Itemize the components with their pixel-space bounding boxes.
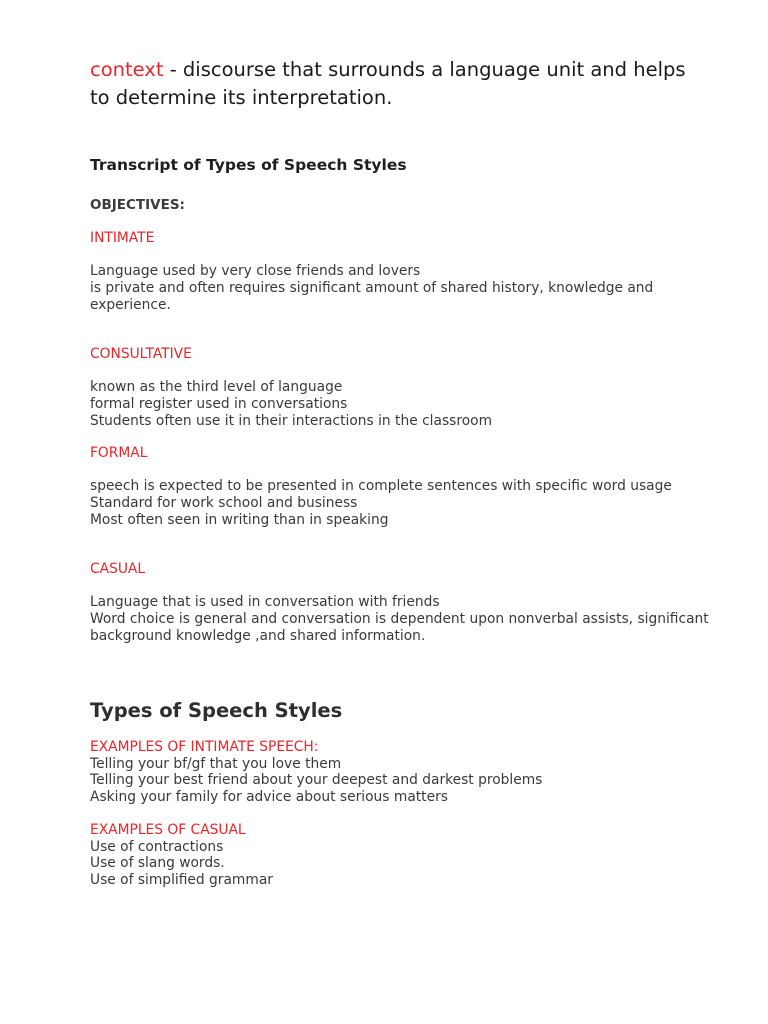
objectives-label: OBJECTIVES: [90,197,185,213]
section-line: Language used by very close friends and lovers [90,263,421,280]
example-line: Telling your bf/gf that you love them [90,755,342,772]
section-line: speech is expected to be presented in complete sentences with specific word usage [90,478,672,495]
section-heading: FORMAL [90,445,148,461]
section-line: Students often use it in their interactions in the classroom [90,412,493,429]
section-line: Word choice is general and conversation is dependent upon nonverbal assists, significant background knowledge ,and shared information. [90,611,709,644]
section-line: Standard for work school and business [90,495,358,512]
examples-heading: EXAMPLES OF INTIMATE SPEECH: [90,739,319,755]
section-consultative [90,346,710,430]
types-title: Types of Speech Styles [90,699,343,722]
section-line: Language that is used in conversation with friends [90,594,440,611]
examples-intimate [90,739,710,806]
transcript-title: Transcript of Types of Speech Styles [90,156,407,174]
section-line: is private and often requires significant amount of shared history, knowledge and experience. [90,280,654,313]
examples-casual [90,822,710,889]
section-line: formal register used in conversations [90,396,348,413]
section-formal [90,445,710,529]
section-heading: INTIMATE [90,230,155,246]
context-definition [90,56,710,112]
example-line: Use of simplified grammar [90,872,273,889]
example-line: Telling your best friend about your deepest and darkest problems [90,772,543,789]
definition-term: context [90,58,164,81]
examples-heading: EXAMPLES OF CASUAL [90,822,246,838]
section-line: Most often seen in writing than in speaking [90,511,389,528]
example-line: Use of slang words. [90,855,225,872]
section-casual [90,561,710,645]
example-line: Asking your family for advice about serious matters [90,789,448,806]
section-intimate [90,230,710,314]
section-heading: CONSULTATIVE [90,346,192,362]
definition-text: - discourse that surrounds a language unit and helps to determine its interpretation. [90,58,686,109]
example-line: Use of contractions [90,838,224,855]
section-line: known as the third level of language [90,379,343,396]
section-heading: CASUAL [90,561,146,577]
